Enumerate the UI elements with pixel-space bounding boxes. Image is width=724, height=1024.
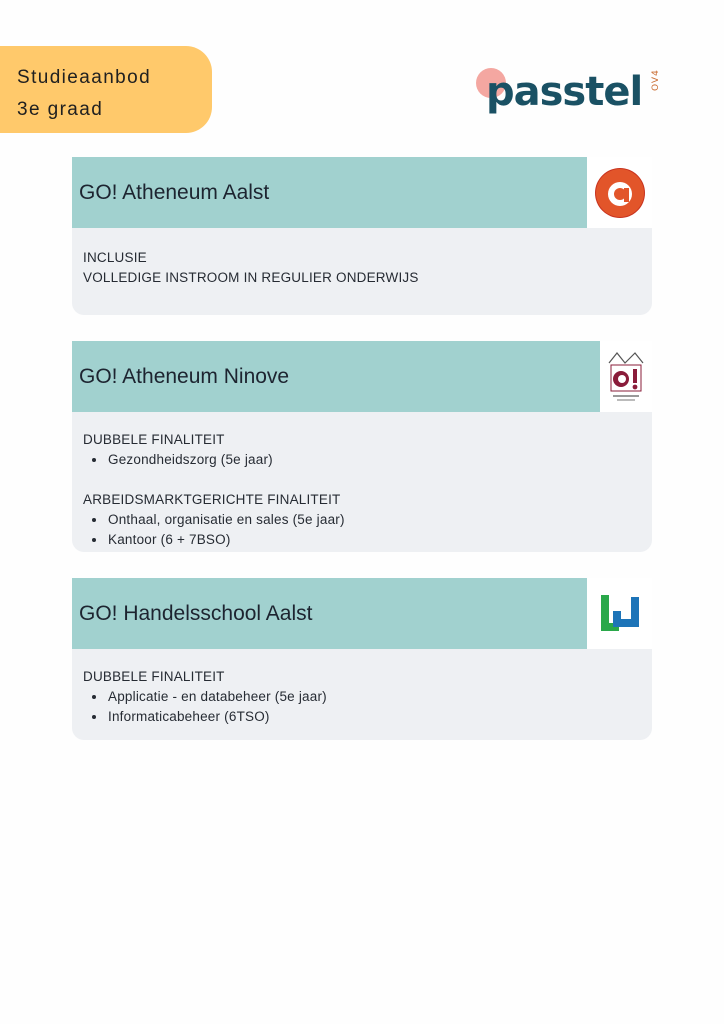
body-line: VOLLEDIGE INSTROOM IN REGULIER ONDERWIJS: [83, 270, 419, 285]
school-header: [72, 578, 587, 649]
school-body: [83, 667, 327, 727]
school-header: [72, 157, 587, 228]
logo-wordmark: passtel: [486, 69, 643, 115]
school-name: GO! Handelsschool Aalst: [79, 601, 313, 625]
title-line-1: Studieaanbod: [17, 67, 152, 88]
section-list: [83, 450, 345, 470]
list-item: Onthaal, organisatie en sales (5e jaar): [108, 510, 345, 530]
list-item: Applicatie - en databeheer (5e jaar): [108, 687, 327, 707]
school-body: [83, 248, 419, 288]
body-line: INCLUSIE: [83, 250, 147, 265]
section-title: DUBBELE FINALITEIT: [83, 432, 225, 447]
atheneum-ninove-logo-icon: [600, 341, 652, 412]
school-card-atheneum-ninove: [72, 341, 652, 552]
list-item: Gezondheidszorg (5e jaar): [108, 450, 345, 470]
section-list: [83, 510, 345, 550]
section-list: [83, 687, 327, 727]
list-item: Informaticabeheer (6TSO): [108, 707, 327, 727]
title-line-2: 3e graad: [17, 99, 104, 120]
school-name: GO! Atheneum Ninove: [79, 364, 290, 388]
school-body: [83, 430, 345, 550]
atheneum-aalst-logo-icon: [587, 157, 652, 228]
handelsschool-aalst-logo-icon: [587, 578, 652, 649]
school-card-handelsschool-aalst: [72, 578, 652, 740]
title-tag: [0, 46, 212, 133]
section-title: DUBBELE FINALITEIT: [83, 669, 225, 684]
list-item: Kantoor (6 + 7BSO): [108, 530, 345, 550]
section-title: ARBEIDSMARKTGERICHTE FINALITEIT: [83, 492, 341, 507]
passtel-logo: [470, 64, 670, 116]
school-name: GO! Atheneum Aalst: [79, 180, 270, 204]
logo-suffix: OV4: [651, 69, 661, 91]
school-card-atheneum-aalst: [72, 157, 652, 315]
school-header: [72, 341, 600, 412]
